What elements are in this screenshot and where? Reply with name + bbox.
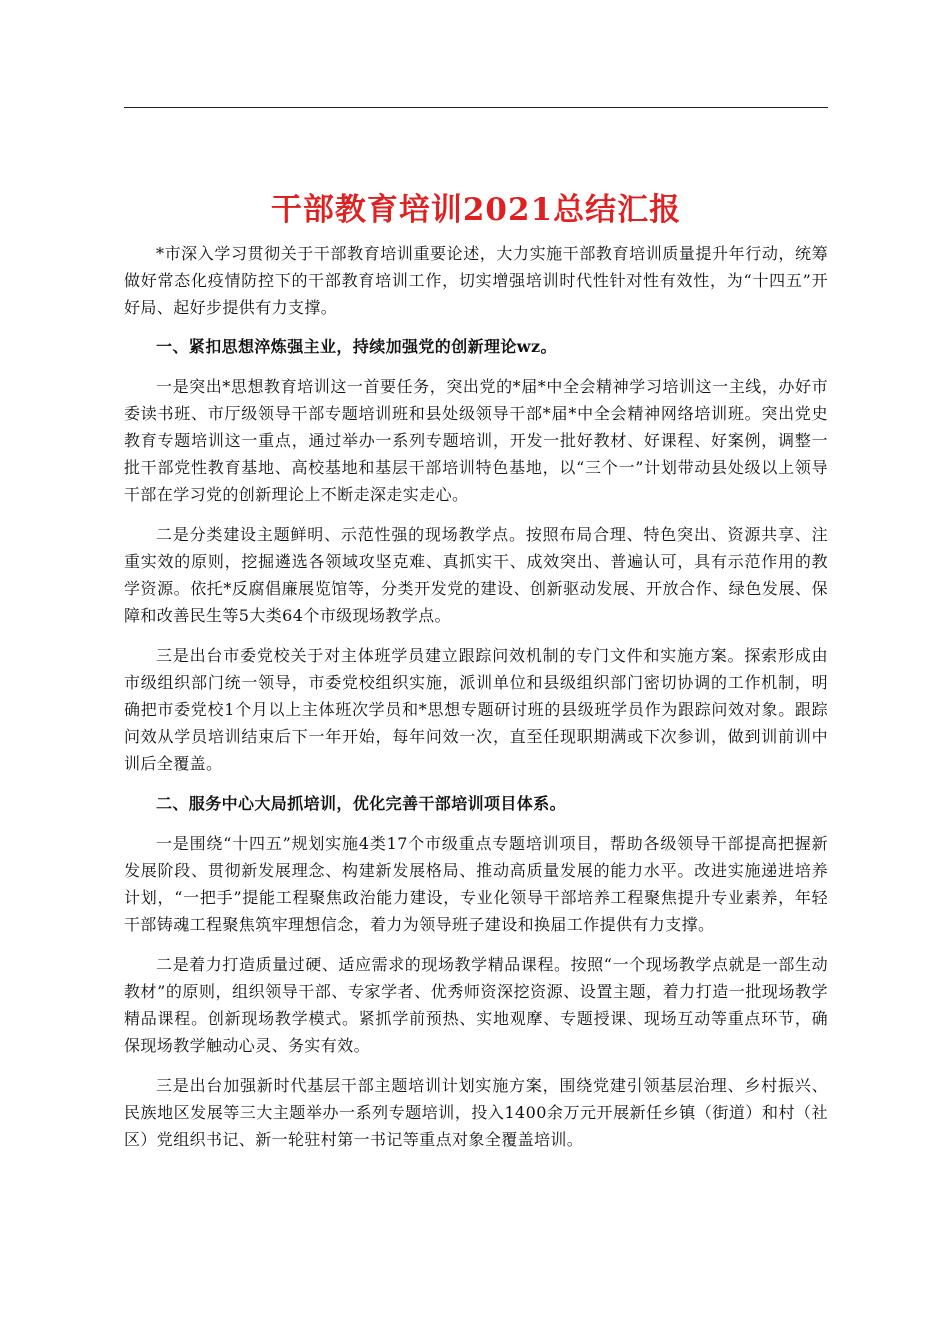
body-paragraph: 一是围绕“十四五”规划实施4类17个市级重点专题培训项目，帮助各级领导干部提高把握新发展阶段、贯彻新发展理念、构建新发展格局、推动高质量发展的能力水平。改进实施递进培养计划，“一把手”提能工程聚焦政治能力建设，专业化领导干部培养工程聚焦提升专业素养，年轻干部铸魂工程聚焦筑牢理想信念，着力为领导班子建设和换届工作提供有力支撑。 <box>124 834 828 934</box>
document-title: 干部教育培训2021总结汇报 <box>270 192 682 228</box>
body-paragraph: 三是出台加强新时代基层干部主题培训计划实施方案，围绕党建引领基层治理、乡村振兴、民族地区发展等三大主题举办一系列专题培训，投入1400余万元开展新任乡镇（街道）和村（社区）党组织书记、新一轮驻村第一书记等重点对象全覆盖培训。 <box>124 1076 828 1149</box>
section-heading-1: 一、紧扣思想淬炼强主业，持续加强党的创新理论wz。 <box>156 337 557 356</box>
body-paragraph: 一是突出*思想教育培训这一首要任务，突出党的*届*中全会精神学习培训这一主线，办好市委读书班、市厅级领导干部专题培训班和县处级领导干部*届*中全会精神网络培训班。突出党史教育专题培训这一重点，通过举办一系列专题培训，开发一批好教材、好课程、好案例，调整一批干部党性教育基地、高校基地和基层干部培训特色基地，以“三个一”计划带动县处级以上领导干部在学习党的创新理论上不断走深走实走心。 <box>124 377 828 504</box>
header-rule <box>124 107 828 108</box>
document-body <box>124 240 828 1166</box>
section-heading-2: 二、服务中心大局抓培训，优化完善干部培训项目体系。 <box>156 794 567 813</box>
body-paragraph: 三是出台市委党校关于对主体班学员建立跟踪问效机制的专门文件和实施方案。探索形成由市级组织部门统一领导，市委党校组织实施，派训单位和县级组织部门密切协调的工作机制，明确把市委党校1个月以上主体班次学员和*思想专题研讨班的县级班学员作为跟踪问效对象。跟踪问效从学员培训结束后下一年开始，每年问效一次，直至任现职期满或下次参训，做到训前训中训后全覆盖。 <box>124 646 828 773</box>
intro-paragraph: *市深入学习贯彻关于干部教育培训重要论述，大力实施干部教育培训质量提升年行动，统筹做好常态化疫情防控下的干部教育培训工作，切实增强培训时代性针对性有效性，为“十四五”开好局、起好步提供有力支撑。 <box>124 244 828 317</box>
body-paragraph: 二是分类建设主题鲜明、示范性强的现场教学点。按照布局合理、特色突出、资源共享、注重实效的原则，挖掘遴选各领域攻坚克难、真抓实干、成效突出、普遍认可，具有示范作用的教学资源。依托*反腐倡廉展览馆等，分类开发党的建设、创新驱动发展、开放合作、绿色发展、保障和改善民生等5大类64个市级现场教学点。 <box>124 525 828 625</box>
body-paragraph: 二是着力打造质量过硬、适应需求的现场教学精品课程。按照“一个现场教学点就是一部生动教材”的原则，组织领导干部、专家学者、优秀师资深挖资源、设置主题，着力打造一批现场教学精品课程。创新现场教学模式。紧抓学前预热、实地观摩、专题授课、现场互动等重点环节，确保现场教学触动心灵、务实有效。 <box>124 955 828 1055</box>
